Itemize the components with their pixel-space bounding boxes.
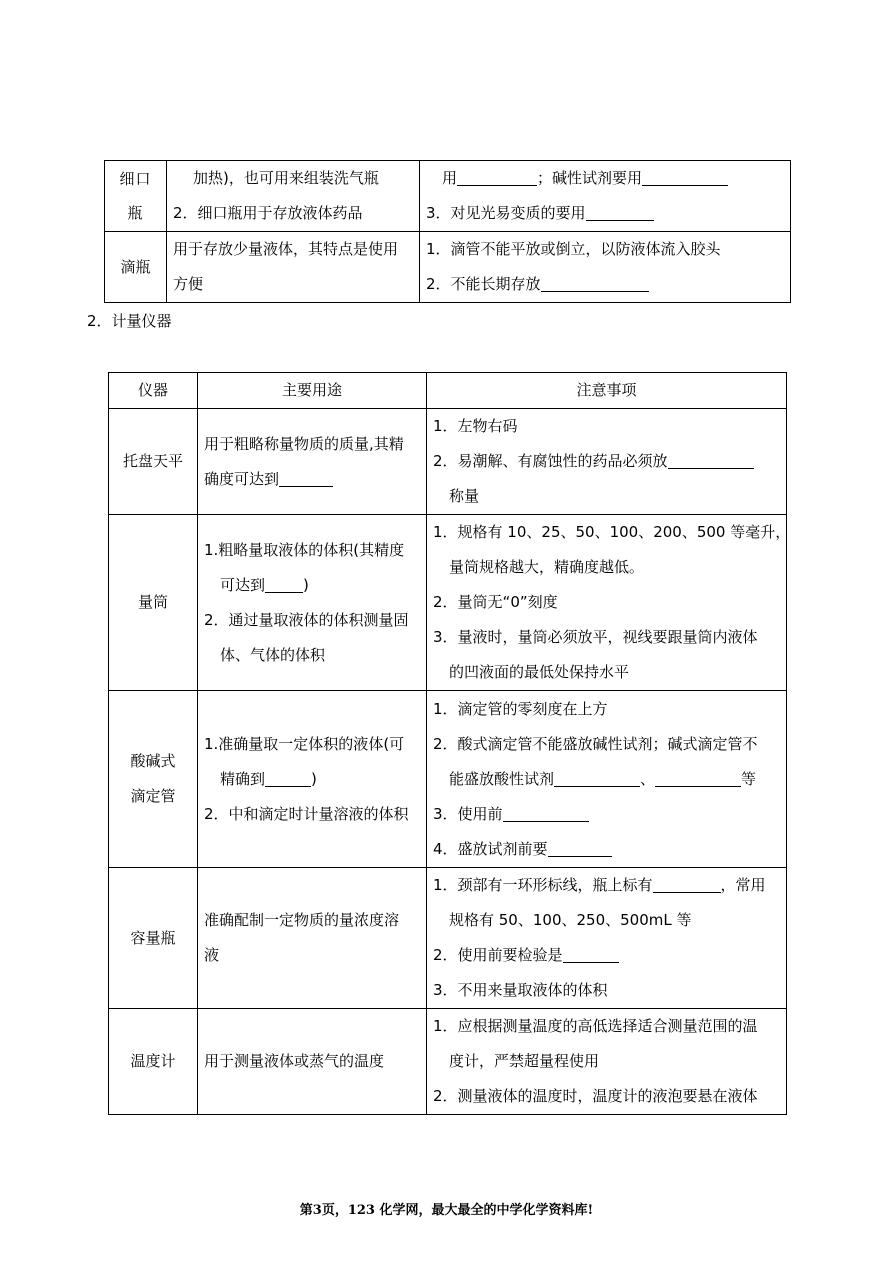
- usage-line: 用于存放少量液体，其特点是使用: [173, 240, 399, 258]
- note-line: 2．量筒无“0”刻度: [433, 593, 558, 611]
- note-text: 2．易潮解、有腐蚀性的药品必须放: [433, 452, 668, 470]
- note-line: [426, 267, 784, 302]
- fill-blank: [503, 806, 589, 822]
- note-line: [426, 161, 784, 196]
- note-text: ；碱性试剂要用: [537, 169, 643, 187]
- note-line: [433, 868, 780, 903]
- column-header: 注意事项: [427, 373, 787, 409]
- note-line: 1．左物右码: [433, 417, 518, 435]
- note-line: [433, 797, 780, 832]
- note-text: 1．颈部有一环形标线，瓶上标有: [433, 876, 653, 894]
- table-row: [109, 409, 787, 515]
- usage-text: 确度可达到: [204, 469, 280, 488]
- fill-blank: [457, 170, 537, 186]
- note-line: 规格有 50、100、250、500mL 等: [449, 911, 692, 929]
- note-line: 1．滴管不能平放或倒立，以防液体流入胶头: [426, 240, 721, 258]
- instrument-name: [109, 691, 198, 868]
- note-line: 1．滴定管的零刻度在上方: [433, 699, 608, 718]
- fill-blank: [668, 453, 754, 469]
- table-header-row: [109, 373, 787, 409]
- usage-text: ): [311, 769, 317, 788]
- notes-cell: [427, 691, 787, 868]
- note-line: 1．规格有 10、25、50、100、200、500 等毫升，: [433, 523, 791, 541]
- page-footer: 第3页，123 化学网，最大最全的中学化学资料库!: [299, 1203, 594, 1218]
- usage-cell: 用于测量液体或蒸气的温度: [198, 1009, 427, 1115]
- usage-cell: [167, 232, 420, 303]
- usage-line: 体、气体的体积: [220, 645, 326, 664]
- usage-line: 1.粗略量取液体的体积(其精度: [204, 540, 405, 559]
- note-text: ，常用: [720, 876, 766, 894]
- usage-line: 用于粗略称量物质的质量,其精: [204, 434, 404, 453]
- fill-blank: [653, 877, 721, 893]
- note-line: 度计，严禁超量程使用: [449, 1052, 600, 1070]
- usage-cell: [198, 515, 427, 691]
- note-line: 的凹液面的最低处保持水平: [449, 663, 630, 681]
- table-row: [105, 161, 791, 232]
- notes-cell: [427, 1009, 787, 1115]
- note-text: 能盛放酸性试剂: [449, 769, 555, 788]
- fill-blank: [655, 771, 741, 787]
- note-text: 等: [741, 769, 757, 788]
- measuring-instruments-table: [108, 372, 791, 1115]
- note-line: [426, 196, 784, 231]
- usage-line: 液: [204, 946, 220, 964]
- note-line: [433, 762, 780, 797]
- table-row: [109, 1009, 787, 1115]
- usage-line: 2．通过量取液体的体积测量固: [204, 610, 409, 629]
- notes-cell: [427, 868, 787, 1009]
- instrument-name-line: 滴定管: [130, 787, 176, 805]
- usage-cell: [198, 868, 427, 1009]
- table-row: [109, 868, 787, 1009]
- column-header: 主要用途: [198, 373, 427, 409]
- note-line: 3．不用来量取液体的体积: [433, 981, 608, 999]
- usage-line: 2．中和滴定时计量溶液的体积: [204, 804, 409, 823]
- usage-text: ): [303, 575, 309, 594]
- storage-vessels-table: [104, 160, 791, 303]
- fill-blank: [541, 276, 649, 292]
- note-text: 2．不能长期存放: [426, 275, 541, 293]
- note-line: 2．测量液体的温度时，温度计的液泡要悬在液体: [433, 1087, 758, 1105]
- note-text: 3．使用前: [433, 804, 503, 823]
- fill-blank: [265, 771, 311, 787]
- instrument-name: 托盘天平: [109, 409, 198, 515]
- usage-line: 加热)，也可用来组装洗气瓶: [193, 169, 379, 187]
- notes-cell: [420, 161, 791, 232]
- note-line: 1．应根据测量温度的高低选择适合测量范围的温: [433, 1017, 758, 1035]
- usage-line: 1.准确量取一定体积的液体(可: [204, 734, 405, 753]
- note-line: 量筒规格越大，精确度越低。: [449, 558, 645, 576]
- note-text: 4．盛放试剂前要: [433, 839, 548, 858]
- note-text: 3．对见光易变质的要用: [426, 204, 586, 222]
- note-text: 2．使用前要检验是: [433, 946, 563, 964]
- note-text: 用: [442, 169, 458, 187]
- usage-line: [204, 762, 420, 797]
- usage-line: 方便: [173, 275, 204, 293]
- usage-line: 2．细口瓶用于存放液体药品: [173, 204, 363, 222]
- notes-cell: [427, 515, 791, 691]
- fill-blank: [563, 947, 619, 963]
- fill-blank: [548, 841, 612, 857]
- instrument-name-text: 细口瓶: [119, 170, 152, 222]
- table-row: [105, 232, 791, 303]
- usage-text: 精确到: [220, 769, 266, 788]
- instrument-name: [105, 161, 167, 232]
- instrument-name: 滴瓶: [105, 232, 167, 303]
- table-row: [109, 691, 787, 868]
- note-line: [433, 938, 780, 973]
- notes-cell: [420, 232, 791, 303]
- usage-line: [204, 462, 420, 497]
- fill-blank: [642, 170, 728, 186]
- note-line: 2．酸式滴定管不能盛放碱性试剂；碱式滴定管不: [433, 734, 758, 753]
- usage-text: 可达到: [220, 575, 266, 594]
- usage-line: 准确配制一定物质的量浓度溶: [204, 911, 400, 929]
- usage-cell: [198, 691, 427, 868]
- notes-cell: [427, 409, 787, 515]
- usage-cell: [167, 161, 420, 232]
- table-row: [109, 515, 787, 691]
- note-line: 称量: [449, 487, 480, 505]
- instrument-name-line: 酸碱式: [130, 752, 176, 770]
- fill-blank: [279, 471, 333, 487]
- instrument-name: 温度计: [109, 1009, 198, 1115]
- instrument-name: 量筒: [109, 515, 198, 691]
- section-heading: 2．计量仪器: [87, 312, 172, 330]
- note-line: 3．量液时，量筒必须放平，视线要跟量筒内液体: [433, 628, 758, 646]
- note-line: [433, 832, 780, 867]
- fill-blank: [265, 577, 303, 593]
- usage-cell: [198, 409, 427, 515]
- fill-blank: [586, 205, 654, 221]
- note-text: 、: [640, 769, 656, 788]
- usage-line: [204, 568, 420, 603]
- instrument-name: 容量瓶: [109, 868, 198, 1009]
- fill-blank: [554, 771, 640, 787]
- column-header: 仪器: [109, 373, 198, 409]
- note-line: [433, 444, 780, 479]
